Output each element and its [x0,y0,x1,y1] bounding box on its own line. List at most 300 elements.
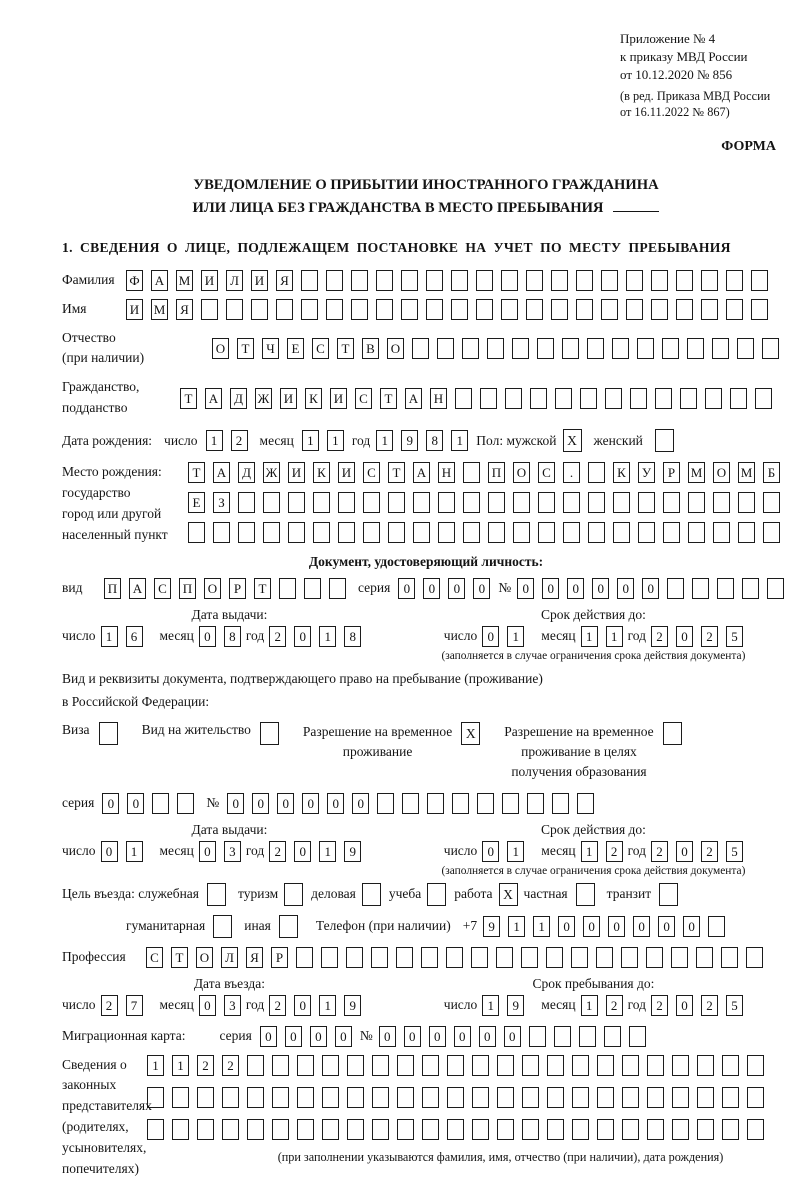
char-cell[interactable]: 1 [319,841,336,862]
char-cell[interactable] [580,388,597,409]
char-cell[interactable]: С [355,388,372,409]
char-cell[interactable]: А [205,388,222,409]
char-cell[interactable] [288,522,305,543]
char-cell[interactable] [688,492,705,513]
char-cell[interactable]: Б [763,462,780,483]
char-cell[interactable] [713,492,730,513]
char-cell[interactable]: 2 [606,841,623,862]
char-cell[interactable] [263,522,280,543]
char-cell[interactable]: 0 [429,1026,446,1047]
char-cell[interactable] [326,299,343,320]
char-cell[interactable] [497,1055,514,1076]
char-cell[interactable] [397,1055,414,1076]
char-cell[interactable]: 0 [277,793,294,814]
char-cell[interactable] [597,1055,614,1076]
char-cell[interactable] [446,947,463,968]
char-cell[interactable] [462,338,479,359]
char-cell[interactable] [376,270,393,291]
char-cell[interactable] [672,1055,689,1076]
char-cell[interactable]: И [201,270,218,291]
char-cell[interactable] [172,1119,189,1140]
char-cell[interactable]: А [405,388,422,409]
char-cell[interactable]: 1 [206,430,223,451]
purpose-tourism-checkbox[interactable] [284,883,303,906]
char-cell[interactable] [751,270,768,291]
char-cell[interactable] [363,522,380,543]
char-cell[interactable]: 0 [658,916,675,937]
char-cell[interactable]: Д [238,462,255,483]
char-cell[interactable] [497,1119,514,1140]
char-cell[interactable] [613,492,630,513]
char-cell[interactable]: 2 [701,995,718,1016]
char-cell[interactable]: 0 [473,578,490,599]
char-cell[interactable]: 1 [302,430,319,451]
char-cell[interactable] [551,299,568,320]
char-cell[interactable] [763,522,780,543]
char-cell[interactable]: 1 [581,995,598,1016]
char-cell[interactable]: Я [246,947,263,968]
char-cell[interactable] [272,1087,289,1108]
char-cell[interactable]: . [563,462,580,483]
char-cell[interactable] [372,1087,389,1108]
char-cell[interactable] [537,338,554,359]
char-cell[interactable] [476,270,493,291]
char-cell[interactable] [588,522,605,543]
char-cell[interactable] [572,1087,589,1108]
char-cell[interactable] [717,578,734,599]
char-cell[interactable] [554,1026,571,1047]
char-cell[interactable]: 1 [581,626,598,647]
char-cell[interactable] [638,522,655,543]
char-cell[interactable]: Ф [126,270,143,291]
char-cell[interactable] [471,947,488,968]
char-cell[interactable]: 1 [319,995,336,1016]
char-cell[interactable]: 8 [344,626,361,647]
char-cell[interactable] [697,1087,714,1108]
char-cell[interactable] [605,388,622,409]
char-cell[interactable] [526,270,543,291]
char-cell[interactable] [472,1119,489,1140]
char-cell[interactable] [247,1119,264,1140]
purpose-other-checkbox[interactable] [279,915,298,938]
char-cell[interactable] [630,388,647,409]
rvp-checkbox[interactable]: X [461,722,480,745]
char-cell[interactable] [746,947,763,968]
char-cell[interactable]: 0 [294,841,311,862]
char-cell[interactable]: 5 [726,626,743,647]
char-cell[interactable] [247,1087,264,1108]
visa-checkbox[interactable] [99,722,118,745]
char-cell[interactable] [667,578,684,599]
char-cell[interactable] [197,1087,214,1108]
char-cell[interactable] [321,947,338,968]
char-cell[interactable] [687,338,704,359]
char-cell[interactable]: Л [226,270,243,291]
char-cell[interactable]: 1 [482,995,499,1016]
char-cell[interactable]: 0 [379,1026,396,1047]
char-cell[interactable] [427,793,444,814]
char-cell[interactable]: О [513,462,530,483]
char-cell[interactable]: 1 [126,841,143,862]
char-cell[interactable] [527,793,544,814]
char-cell[interactable]: 0 [252,793,269,814]
char-cell[interactable]: 9 [507,995,524,1016]
purpose-business-checkbox[interactable] [362,883,381,906]
char-cell[interactable]: Ж [263,462,280,483]
char-cell[interactable]: 0 [642,578,659,599]
char-cell[interactable]: И [126,299,143,320]
char-cell[interactable]: С [154,578,171,599]
char-cell[interactable]: Т [188,462,205,483]
char-cell[interactable] [767,578,784,599]
char-cell[interactable] [572,1119,589,1140]
char-cell[interactable] [437,338,454,359]
char-cell[interactable]: 1 [507,626,524,647]
char-cell[interactable] [555,388,572,409]
char-cell[interactable] [513,522,530,543]
char-cell[interactable]: Т [388,462,405,483]
char-cell[interactable]: 6 [126,626,143,647]
char-cell[interactable] [747,1119,764,1140]
char-cell[interactable] [326,270,343,291]
char-cell[interactable] [722,1119,739,1140]
char-cell[interactable]: 0 [310,1026,327,1047]
char-cell[interactable] [529,1026,546,1047]
char-cell[interactable]: 2 [197,1055,214,1076]
char-cell[interactable]: 9 [344,995,361,1016]
char-cell[interactable] [152,793,169,814]
char-cell[interactable] [329,578,346,599]
char-cell[interactable] [401,299,418,320]
char-cell[interactable] [422,1087,439,1108]
char-cell[interactable] [671,947,688,968]
char-cell[interactable]: Т [237,338,254,359]
char-cell[interactable]: 0 [583,916,600,937]
char-cell[interactable] [596,947,613,968]
char-cell[interactable]: Я [276,270,293,291]
purpose-transit-checkbox[interactable] [659,883,678,906]
char-cell[interactable]: 2 [651,626,668,647]
char-cell[interactable] [697,1119,714,1140]
char-cell[interactable]: И [338,462,355,483]
char-cell[interactable] [147,1119,164,1140]
char-cell[interactable] [726,299,743,320]
char-cell[interactable] [705,388,722,409]
char-cell[interactable] [722,1055,739,1076]
char-cell[interactable] [322,1119,339,1140]
char-cell[interactable] [651,299,668,320]
char-cell[interactable] [552,793,569,814]
char-cell[interactable]: 0 [504,1026,521,1047]
char-cell[interactable]: 8 [224,626,241,647]
char-cell[interactable] [721,947,738,968]
char-cell[interactable]: М [738,462,755,483]
char-cell[interactable] [447,1055,464,1076]
char-cell[interactable]: П [179,578,196,599]
char-cell[interactable] [451,299,468,320]
char-cell[interactable]: О [387,338,404,359]
char-cell[interactable]: 1 [508,916,525,937]
char-cell[interactable] [347,1119,364,1140]
char-cell[interactable] [655,388,672,409]
char-cell[interactable] [512,338,529,359]
char-cell[interactable]: 5 [726,995,743,1016]
char-cell[interactable]: Л [221,947,238,968]
char-cell[interactable]: Я [176,299,193,320]
char-cell[interactable]: М [176,270,193,291]
char-cell[interactable]: Д [230,388,247,409]
char-cell[interactable] [588,492,605,513]
char-cell[interactable] [646,947,663,968]
char-cell[interactable]: П [104,578,121,599]
char-cell[interactable] [222,1119,239,1140]
char-cell[interactable] [238,492,255,513]
char-cell[interactable] [521,947,538,968]
char-cell[interactable] [662,338,679,359]
char-cell[interactable]: С [146,947,163,968]
char-cell[interactable] [588,462,605,483]
char-cell[interactable] [547,1119,564,1140]
char-cell[interactable] [272,1119,289,1140]
char-cell[interactable]: В [362,338,379,359]
char-cell[interactable] [463,522,480,543]
char-cell[interactable]: С [312,338,329,359]
char-cell[interactable] [301,299,318,320]
char-cell[interactable] [755,388,772,409]
char-cell[interactable]: 0 [227,793,244,814]
char-cell[interactable]: 0 [454,1026,471,1047]
char-cell[interactable]: К [613,462,630,483]
char-cell[interactable] [247,1055,264,1076]
char-cell[interactable]: 0 [676,995,693,1016]
char-cell[interactable] [421,947,438,968]
char-cell[interactable] [577,793,594,814]
purpose-study-checkbox[interactable] [427,883,446,906]
char-cell[interactable]: Т [254,578,271,599]
char-cell[interactable] [563,522,580,543]
char-cell[interactable] [172,1087,189,1108]
char-cell[interactable]: 5 [726,841,743,862]
char-cell[interactable] [747,1087,764,1108]
residence-permit-checkbox[interactable] [260,722,279,745]
char-cell[interactable]: 0 [617,578,634,599]
char-cell[interactable]: Т [171,947,188,968]
char-cell[interactable]: 0 [335,1026,352,1047]
char-cell[interactable]: 0 [683,916,700,937]
char-cell[interactable]: 1 [147,1055,164,1076]
char-cell[interactable] [347,1055,364,1076]
char-cell[interactable]: 0 [327,793,344,814]
char-cell[interactable]: 1 [327,430,344,451]
char-cell[interactable] [626,270,643,291]
char-cell[interactable]: И [280,388,297,409]
char-cell[interactable] [622,1055,639,1076]
char-cell[interactable]: Н [430,388,447,409]
char-cell[interactable] [226,299,243,320]
char-cell[interactable]: 0 [479,1026,496,1047]
char-cell[interactable] [222,1087,239,1108]
purpose-humanitarian-checkbox[interactable] [213,915,232,938]
char-cell[interactable] [538,492,555,513]
char-cell[interactable] [451,270,468,291]
char-cell[interactable]: 0 [592,578,609,599]
char-cell[interactable] [301,270,318,291]
char-cell[interactable] [396,947,413,968]
char-cell[interactable]: 0 [542,578,559,599]
char-cell[interactable] [452,793,469,814]
char-cell[interactable] [747,1055,764,1076]
char-cell[interactable] [177,793,194,814]
char-cell[interactable] [213,522,230,543]
char-cell[interactable]: К [305,388,322,409]
char-cell[interactable] [737,338,754,359]
char-cell[interactable] [377,793,394,814]
char-cell[interactable]: 2 [651,841,668,862]
char-cell[interactable] [672,1087,689,1108]
char-cell[interactable] [562,338,579,359]
char-cell[interactable] [762,338,779,359]
char-cell[interactable] [672,1119,689,1140]
char-cell[interactable] [313,492,330,513]
char-cell[interactable]: 2 [269,995,286,1016]
char-cell[interactable]: 0 [676,626,693,647]
char-cell[interactable]: Р [229,578,246,599]
char-cell[interactable]: 1 [376,430,393,451]
char-cell[interactable] [647,1055,664,1076]
char-cell[interactable] [708,916,725,937]
char-cell[interactable]: 0 [294,626,311,647]
char-cell[interactable] [455,388,472,409]
char-cell[interactable] [651,270,668,291]
char-cell[interactable]: 2 [651,995,668,1016]
char-cell[interactable] [501,299,518,320]
char-cell[interactable] [692,578,709,599]
char-cell[interactable] [188,522,205,543]
char-cell[interactable] [726,270,743,291]
char-cell[interactable] [412,338,429,359]
char-cell[interactable]: 9 [401,430,418,451]
char-cell[interactable] [551,270,568,291]
char-cell[interactable]: 9 [344,841,361,862]
char-cell[interactable] [426,270,443,291]
char-cell[interactable]: Р [663,462,680,483]
char-cell[interactable] [463,492,480,513]
purpose-official-checkbox[interactable] [207,883,226,906]
char-cell[interactable]: Н [438,462,455,483]
char-cell[interactable] [613,522,630,543]
char-cell[interactable]: 7 [126,995,143,1016]
char-cell[interactable] [722,1087,739,1108]
char-cell[interactable] [297,1055,314,1076]
char-cell[interactable] [297,1119,314,1140]
char-cell[interactable] [201,299,218,320]
char-cell[interactable]: 0 [199,841,216,862]
char-cell[interactable]: 2 [269,841,286,862]
char-cell[interactable]: 0 [608,916,625,937]
char-cell[interactable] [488,522,505,543]
char-cell[interactable] [572,1055,589,1076]
char-cell[interactable] [447,1119,464,1140]
char-cell[interactable]: 1 [101,626,118,647]
char-cell[interactable]: 0 [398,578,415,599]
char-cell[interactable]: 2 [701,626,718,647]
char-cell[interactable] [422,1055,439,1076]
char-cell[interactable]: Е [188,492,205,513]
char-cell[interactable] [496,947,513,968]
char-cell[interactable] [696,947,713,968]
char-cell[interactable] [576,299,593,320]
char-cell[interactable] [676,270,693,291]
char-cell[interactable]: 0 [101,841,118,862]
char-cell[interactable] [571,947,588,968]
char-cell[interactable]: И [288,462,305,483]
char-cell[interactable]: М [151,299,168,320]
char-cell[interactable] [488,492,505,513]
char-cell[interactable]: О [713,462,730,483]
char-cell[interactable]: 0 [517,578,534,599]
char-cell[interactable] [351,299,368,320]
char-cell[interactable] [601,270,618,291]
char-cell[interactable] [701,299,718,320]
char-cell[interactable]: 0 [302,793,319,814]
char-cell[interactable] [638,492,655,513]
char-cell[interactable] [712,338,729,359]
char-cell[interactable]: 2 [701,841,718,862]
char-cell[interactable]: 1 [581,841,598,862]
char-cell[interactable] [629,1026,646,1047]
char-cell[interactable] [438,522,455,543]
char-cell[interactable]: 2 [231,430,248,451]
char-cell[interactable] [438,492,455,513]
char-cell[interactable] [621,947,638,968]
char-cell[interactable] [547,1055,564,1076]
char-cell[interactable] [313,522,330,543]
char-cell[interactable]: 2 [101,995,118,1016]
char-cell[interactable] [388,492,405,513]
char-cell[interactable] [376,299,393,320]
char-cell[interactable] [597,1119,614,1140]
char-cell[interactable]: А [213,462,230,483]
char-cell[interactable] [579,1026,596,1047]
char-cell[interactable]: И [251,270,268,291]
char-cell[interactable] [526,299,543,320]
char-cell[interactable] [371,947,388,968]
char-cell[interactable]: 3 [224,841,241,862]
char-cell[interactable] [697,1055,714,1076]
char-cell[interactable]: 0 [102,793,119,814]
char-cell[interactable] [476,299,493,320]
char-cell[interactable] [296,947,313,968]
char-cell[interactable]: Т [337,338,354,359]
char-cell[interactable]: 2 [222,1055,239,1076]
char-cell[interactable]: 0 [127,793,144,814]
char-cell[interactable] [447,1087,464,1108]
char-cell[interactable]: 0 [482,626,499,647]
char-cell[interactable] [513,492,530,513]
char-cell[interactable] [663,522,680,543]
char-cell[interactable] [397,1087,414,1108]
char-cell[interactable] [238,522,255,543]
char-cell[interactable]: 0 [260,1026,277,1047]
char-cell[interactable] [587,338,604,359]
char-cell[interactable]: И [330,388,347,409]
char-cell[interactable]: 0 [482,841,499,862]
char-cell[interactable] [601,299,618,320]
rvp-education-checkbox[interactable] [663,722,682,745]
char-cell[interactable] [422,1119,439,1140]
sex-male-checkbox[interactable]: X [563,429,582,452]
char-cell[interactable]: 0 [404,1026,421,1047]
